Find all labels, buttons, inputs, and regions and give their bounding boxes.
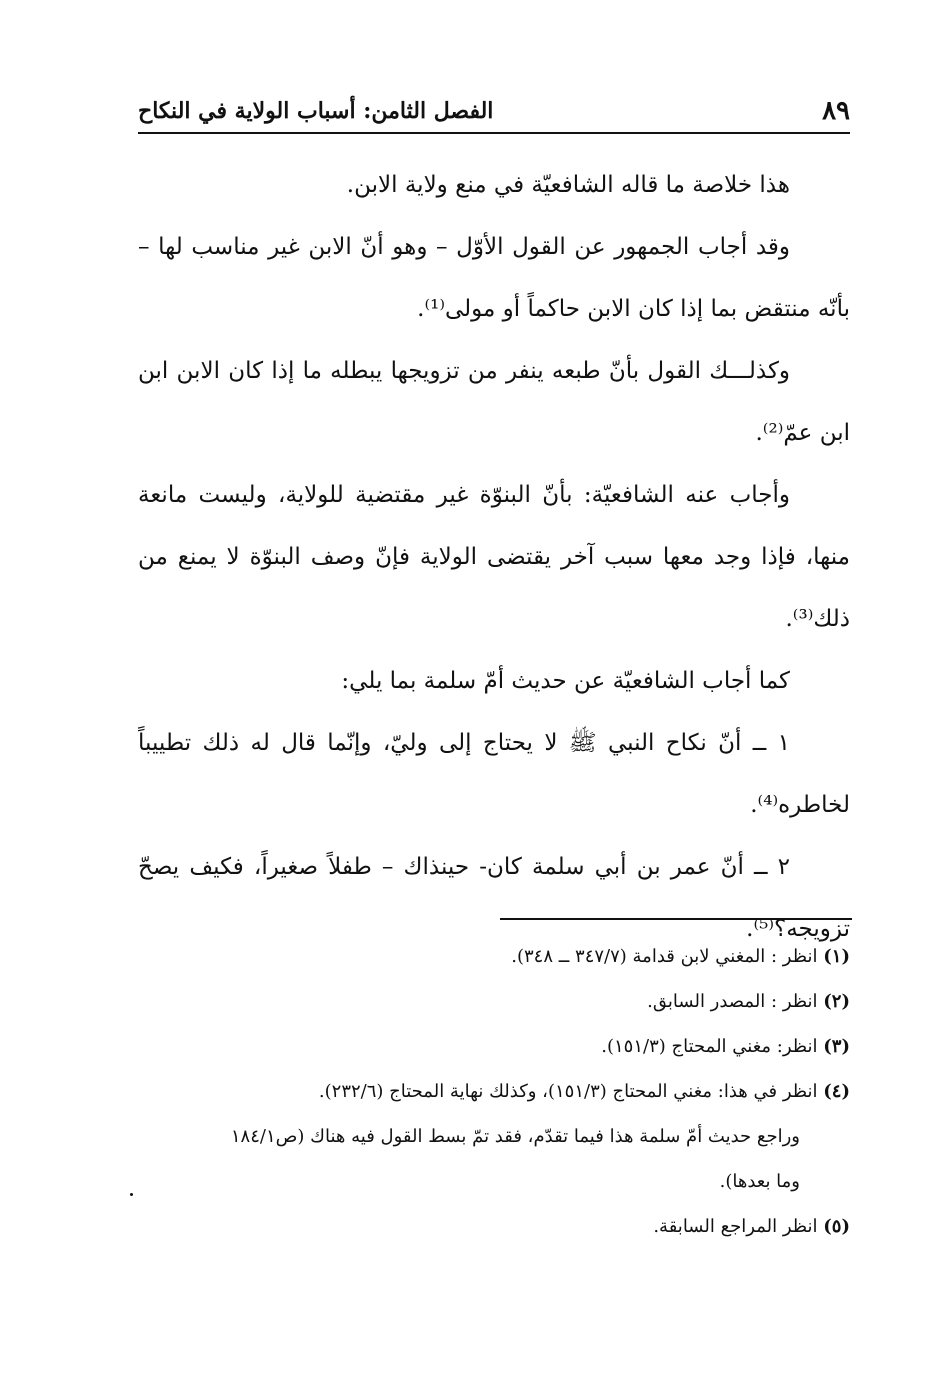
footnote-4-text: انظر في هذا: مغني المحتاج (١٥١/٣)، وكذلك نهاية المحتاج (٢٣٢/٦). <box>318 1081 818 1102</box>
footnote-1-number: (١) <box>823 946 850 967</box>
paragraph-4: وأجاب عنه الشافعيّة: بأنّ البنوّة غير مقتضية للولاية، وليست مانعة منها، فإذا وجد معها سبب آخر يقتضى الولاية فإنّ وصف البنوّة لا يمنع من ذلك⁽³⁾. <box>138 482 850 632</box>
paragraph-5: كما أجاب الشافعيّة عن حديث أمّ سلمة بما يلي: <box>341 668 790 694</box>
footnote-1-text: انظر : المغني لابن قدامة (٣٤٧/٧ ــ ٣٤٨). <box>511 946 818 967</box>
footnote-separator <box>500 918 852 920</box>
footnote-3-number: (٣) <box>823 1036 850 1057</box>
paragraph-3: وكذلـــك القول بأنّ طبعه ينفر من تزويجها يبطله ما إذا كان الابن ابن ابن عمّ⁽²⁾. <box>138 358 850 446</box>
footnote-5 <box>138 1204 850 1249</box>
paragraph-2: وقد أجاب الجمهور عن القول الأوّل – وهو أنّ الابن غير مناسب لها – بأنّه منتقض بما إذا كان الابن حاكماً أو مولى⁽¹⁾. <box>138 234 850 322</box>
footnote-2-text: انظر : المصدر السابق. <box>647 991 818 1012</box>
running-header <box>138 96 850 130</box>
main-text <box>138 154 850 960</box>
header-rule <box>138 132 850 134</box>
ink-speck <box>130 1193 133 1196</box>
footnote-3 <box>138 1024 850 1069</box>
footnote-1 <box>138 934 850 979</box>
paragraph-1: هذا خلاصة ما قاله الشافعيّة في منع ولاية الابن. <box>346 172 790 198</box>
list-item-1: ١ ــ أنّ نكاح النبي ﷺ لا يحتاج إلى وليّ، وإنّما قال له ذلك تطييباً لخاطره⁽⁴⁾. <box>138 730 850 818</box>
footnote-2-number: (٢) <box>823 991 850 1012</box>
footnote-4-continuation-1: وراجع حديث أمّ سلمة هذا فيما تقدّم، فقد تمّ بسط القول فيه هناك (ص١٨٤/١ <box>230 1126 800 1147</box>
footnote-5-text: انظر المراجع السابقة. <box>653 1216 818 1237</box>
footnote-2 <box>138 979 850 1024</box>
page-number: ٨٩ <box>822 96 850 126</box>
footnote-5-number: (٥) <box>823 1216 850 1237</box>
footnote-4-continuation-2: وما بعدها). <box>719 1171 800 1192</box>
list-item-2: ٢ ــ أنّ عمر بن أبي سلمة كان- حينذاك – طفلاً صغيراً، فكيف يصحّ تزويجه؟⁽⁵⁾. <box>138 854 850 942</box>
footnote-3-text: انظر: مغني المحتاج (١٥١/٣). <box>601 1036 818 1057</box>
footnotes <box>138 934 850 1249</box>
footnote-4 <box>138 1069 850 1114</box>
chapter-title: الفصل الثامن: أسباب الولاية في النكاح <box>138 98 494 124</box>
footnote-4-number: (٤) <box>823 1081 850 1102</box>
